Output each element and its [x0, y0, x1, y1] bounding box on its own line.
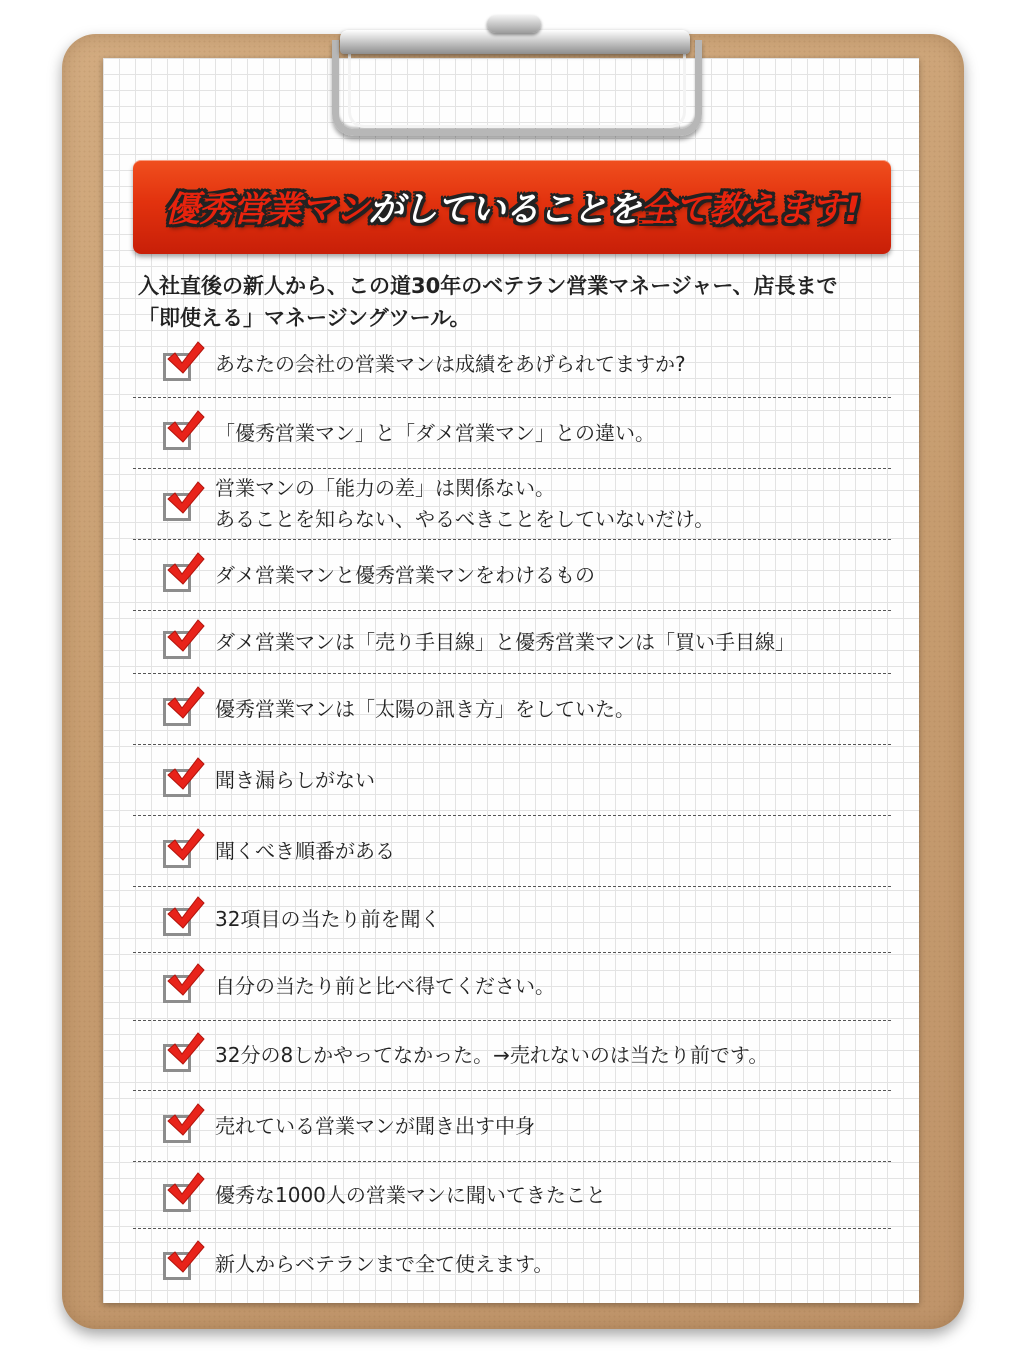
clip-bar [340, 30, 690, 54]
checklist [133, 331, 891, 1299]
check-icon [163, 341, 203, 381]
checklist-item [133, 398, 891, 469]
headline-banner [133, 160, 891, 254]
clip-wire-highlight [348, 46, 686, 128]
red-checkmark-icon [165, 1101, 205, 1139]
checklist-item-text: 優秀な1000人の営業マンに聞いてきたこと [215, 1182, 606, 1207]
checklist-item-text: あなたの会社の営業マンは成績をあげられてますか? [215, 351, 686, 376]
check-icon [163, 552, 203, 592]
checklist-item [133, 1162, 891, 1229]
headline-part-1: 優秀営業マン [164, 190, 369, 230]
checklist-item-text: 優秀営業マンは「太陽の訊き方」をしていた。 [215, 696, 635, 721]
check-icon [163, 410, 203, 450]
checklist-item [133, 611, 891, 674]
checklist-item [133, 953, 891, 1021]
red-checkmark-icon [165, 408, 205, 446]
checklist-item [133, 331, 891, 398]
red-checkmark-icon [165, 961, 205, 999]
checklist-item-text: 聞き漏らしがない [215, 767, 375, 792]
headline-part-3: 全て教えます! [640, 190, 860, 230]
checklist-item-text: 自分の当たり前と比べ得てください。 [215, 974, 555, 998]
checklist-item-text: 「優秀営業マン」と「ダメ営業マン」との違い。 [215, 420, 655, 445]
check-icon [163, 757, 203, 797]
red-checkmark-icon [165, 684, 205, 722]
check-icon [163, 1103, 203, 1143]
check-icon [163, 1240, 203, 1280]
checklist-item-text: 営業マンの「能力の差」は関係ない。 あることを知らない、やるべきことをしていないだけ。 [215, 476, 715, 531]
checklist-item [133, 540, 891, 611]
red-checkmark-icon [165, 894, 205, 932]
check-icon [163, 619, 203, 659]
check-icon [163, 896, 203, 936]
check-icon [163, 481, 203, 521]
checklist-item-text: 新人からベテランまで全て使えます。 [215, 1251, 554, 1276]
check-icon [163, 1032, 203, 1072]
lead-text: 入社直後の新人から、この道30年のベテラン営業マネージャー、店長まで 「即使える」マネージングツール。 [138, 274, 838, 330]
red-checkmark-icon [165, 1030, 205, 1068]
red-checkmark-icon [165, 755, 205, 793]
checklist-item-text: 聞くべき順番がある [215, 838, 395, 863]
checklist-item-text: ダメ営業マンは「売り手目線」と優秀営業マンは「買い手目線」 [215, 629, 795, 654]
checklist-item-text: 売れている営業マンが聞き出す中身 [215, 1113, 535, 1138]
checklist-item-text: 32項目の当たり前を聞く [215, 907, 441, 931]
headline-title [165, 182, 860, 232]
checklist-item-text: ダメ営業マンと優秀営業マンをわけるもの [215, 562, 595, 587]
red-checkmark-icon [165, 826, 205, 864]
checklist-item [133, 674, 891, 745]
checklist-item [133, 745, 891, 816]
check-icon [163, 686, 203, 726]
checklist-item [133, 816, 891, 887]
clip-knob [487, 15, 541, 33]
checklist-item [133, 1229, 891, 1299]
check-icon [163, 1172, 203, 1212]
check-icon [163, 963, 203, 1003]
red-checkmark-icon [165, 1170, 205, 1208]
checklist-item [133, 1021, 891, 1091]
headline-part-2: がしていることを [368, 190, 641, 230]
checklist-item-text: 32分の8しかやってなかった。→売れないのは当たり前です。 [215, 1043, 769, 1067]
red-checkmark-icon [165, 617, 205, 655]
check-icon [163, 828, 203, 868]
red-checkmark-icon [165, 550, 205, 588]
checklist-item [133, 469, 891, 540]
red-checkmark-icon [165, 479, 205, 517]
checklist-item [133, 1091, 891, 1162]
red-checkmark-icon [165, 339, 205, 377]
checklist-item [133, 887, 891, 953]
red-checkmark-icon [165, 1238, 205, 1276]
